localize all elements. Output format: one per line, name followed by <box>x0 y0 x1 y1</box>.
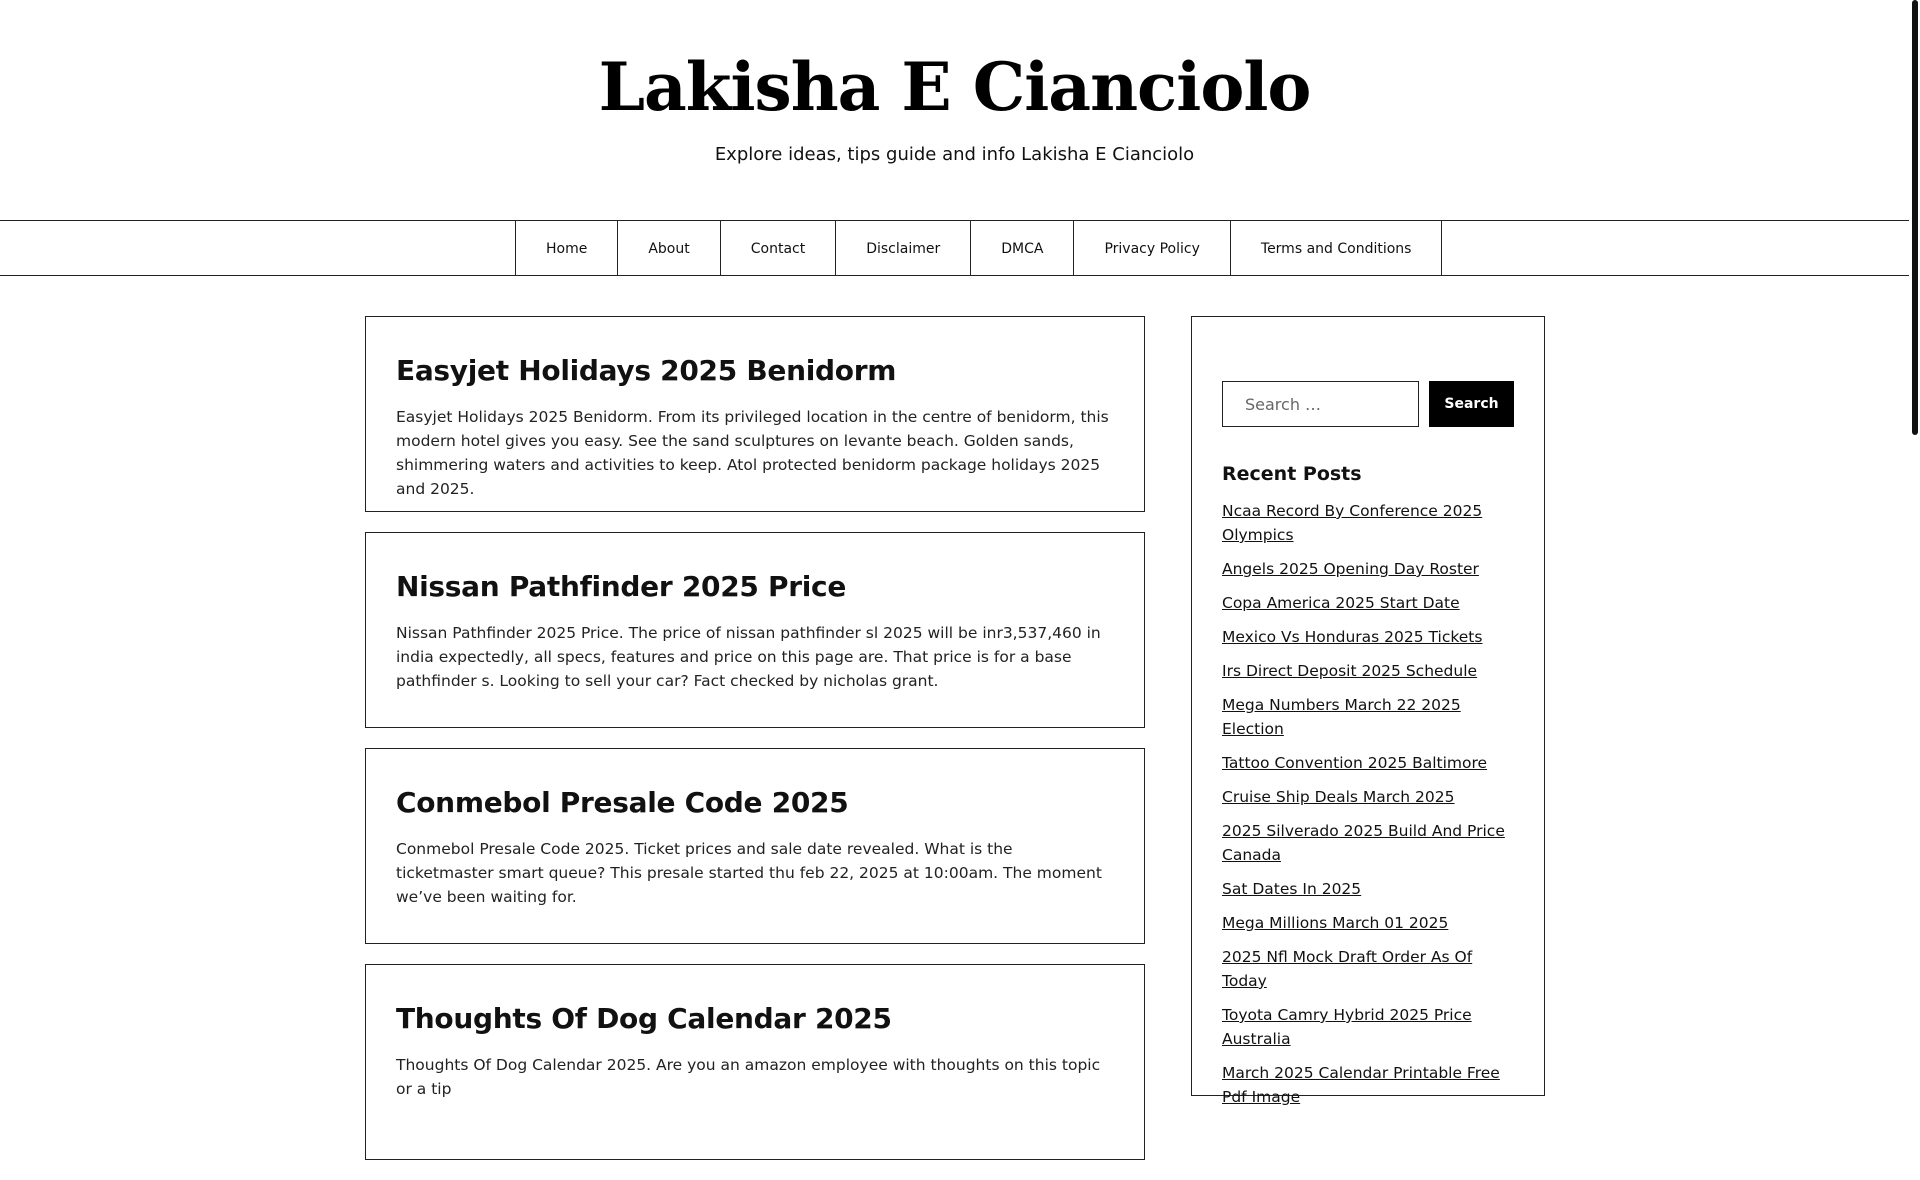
sidebar <box>1191 316 1545 1106</box>
recent-post-link[interactable]: 2025 Nfl Mock Draft Order As Of Today <box>1222 948 1473 990</box>
recent-post-link[interactable]: Angels 2025 Opening Day Roster <box>1222 560 1479 578</box>
site-tagline: Explore ideas, tips guide and info Lakisha E Cianciolo <box>714 144 1195 165</box>
recent-post-link[interactable]: Sat Dates In 2025 <box>1222 880 1362 898</box>
nav-item-contact[interactable]: Contact <box>721 221 836 276</box>
post-card <box>365 748 1145 944</box>
recent-post-link[interactable]: 2025 Silverado 2025 Build And Price Canada <box>1222 822 1505 864</box>
scrollbar-thumb[interactable] <box>1912 0 1918 435</box>
post-excerpt: Nissan Pathfinder 2025 Price. The price of nissan pathfinder sl 2025 will be inr3,537,460 in india expectedly, all specs, features and price on this page are. That price is for a base pathfinder s. Looking to sell your car? Fact checked by nicholas grant. <box>396 624 1101 690</box>
recent-post-link[interactable]: Toyota Camry Hybrid 2025 Price Australia <box>1222 1006 1472 1048</box>
nav-item-terms[interactable]: Terms and Conditions <box>1231 221 1443 276</box>
post-card <box>365 532 1145 728</box>
post-list <box>365 316 1145 1180</box>
recent-post-link[interactable]: March 2025 Calendar Printable Free Pdf Image <box>1222 1064 1500 1106</box>
nav-item-privacy-policy[interactable]: Privacy Policy <box>1074 221 1230 276</box>
page-scrollbar[interactable] <box>1909 0 1920 1080</box>
post-card <box>365 964 1145 1160</box>
recent-post-link[interactable]: Cruise Ship Deals March 2025 <box>1222 788 1455 806</box>
nav-menu <box>515 221 1442 276</box>
nav-item-disclaimer[interactable]: Disclaimer <box>836 221 971 276</box>
nav-item-dmca[interactable]: DMCA <box>971 221 1074 276</box>
recent-posts-list <box>1222 499 1514 1109</box>
recent-post-link[interactable]: Mega Millions March 01 2025 <box>1222 914 1449 932</box>
search-input[interactable] <box>1222 381 1419 427</box>
recent-post-link[interactable]: Mexico Vs Honduras 2025 Tickets <box>1222 628 1483 646</box>
post-excerpt: Conmebol Presale Code 2025. Ticket prices and sale date revealed. What is the ticketmaster smart queue? This presale started thu feb 22, 2025 at 10:00am. The moment we’ve been waiting for. <box>396 840 1102 906</box>
search-button[interactable]: Search <box>1429 381 1514 427</box>
recent-post-link[interactable]: Tattoo Convention 2025 Baltimore <box>1222 754 1488 772</box>
post-card <box>365 316 1145 512</box>
post-excerpt: Thoughts Of Dog Calendar 2025. Are you an amazon employee with thoughts on this topic or a tip <box>396 1056 1101 1098</box>
post-title[interactable]: Thoughts Of Dog Calendar 2025 <box>396 1002 892 1035</box>
main-navigation <box>0 220 1909 276</box>
post-title[interactable]: Easyjet Holidays 2025 Benidorm <box>396 354 897 387</box>
post-title[interactable]: Nissan Pathfinder 2025 Price <box>396 570 847 603</box>
site-header <box>0 0 1909 220</box>
site-title[interactable]: Lakisha E Cianciolo <box>598 48 1311 126</box>
post-excerpt: Easyjet Holidays 2025 Benidorm. From its privileged location in the centre of benidorm, this modern hotel gives you easy. See the sand sculptures on levante beach. Golden sands, shimmering waters and activities to keep. Atol protected benidorm package holidays 2025 and 2025. <box>396 408 1109 498</box>
recent-post-link[interactable]: Ncaa Record By Conference 2025 Olympics <box>1222 502 1483 544</box>
post-title[interactable]: Conmebol Presale Code 2025 <box>396 786 849 819</box>
recent-posts-title: Recent Posts <box>1222 463 1362 485</box>
recent-post-link[interactable]: Irs Direct Deposit 2025 Schedule <box>1222 662 1478 680</box>
recent-post-link[interactable]: Mega Numbers March 22 2025 Election <box>1222 696 1461 738</box>
nav-item-about[interactable]: About <box>618 221 720 276</box>
nav-item-home[interactable]: Home <box>516 221 618 276</box>
recent-post-link[interactable]: Copa America 2025 Start Date <box>1222 594 1460 612</box>
search-form <box>1222 381 1514 427</box>
